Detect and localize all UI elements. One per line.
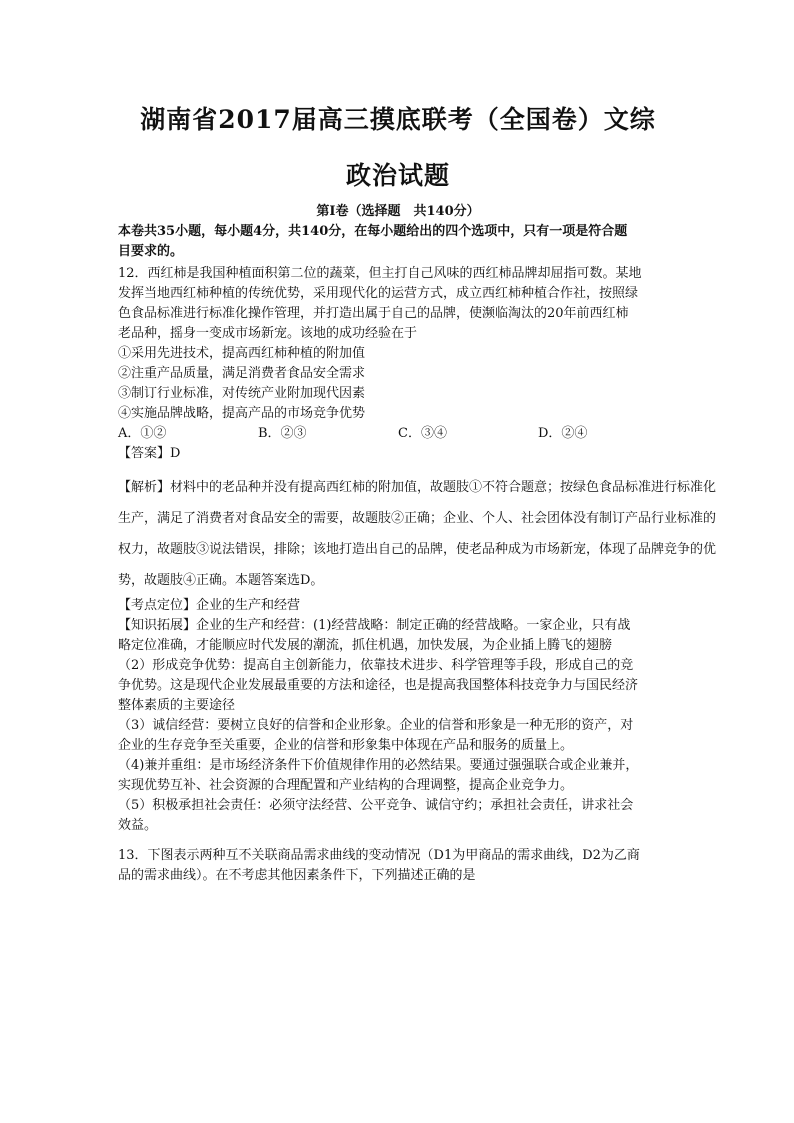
extension-line: 整体素质的主要途径: [118, 698, 236, 713]
analysis: [118, 472, 717, 596]
answer-options: [118, 424, 678, 444]
analysis-line: 生产，满足了消费者对食品安全的需要，故题肢②正确；企业、个人、社会团体没有制订产品行业标准的: [118, 511, 717, 526]
option-d: D．②④: [538, 426, 588, 441]
section-header: 第Ⅰ卷（选择题 共140分）: [316, 204, 480, 219]
extension-line: （3）诚信经营：要树立良好的信誉和企业形象。企业的信誉和形象是一种无形的资产，对: [118, 718, 634, 733]
analysis-line: 【解析】材料中的老品种并没有提高西红柿的附加值，故题肢①不符合题意；按绿色食品标准进行标准化: [118, 480, 717, 495]
section-instructions: [118, 222, 678, 262]
extension-line: 企业的生存竞争至关重要，企业的信誉和形象集中体现在产品和服务的质量上。: [118, 738, 574, 753]
analysis-line: 势，故题肢④正确。本题答案选D。: [118, 573, 324, 588]
extension-line: （4)兼并重组：是市场经济条件下价值规律作用的必然结果。要通过强强联合或企业兼并，: [118, 758, 639, 773]
extension-line: 略定位准确，才能顺应时代发展的潮流，抓住机遇，加快发展，为企业插上腾飞的翅膀: [118, 638, 613, 653]
knowledge-section: [118, 596, 678, 836]
question-stem-line: 13．下图表示两种互不关联商品需求曲线的变动情况（D1为甲商品的需求曲线，D2为乙商: [118, 848, 640, 863]
question-stem-line: 发挥当地西红柿种植的传统优势，采用现代化的运营方式，成立西红柿种植合作社，按照绿: [118, 286, 639, 301]
question-stem-line: 12．西红柿是我国种植面积第二位的蔬菜，但主打自己风味的西红柿品牌却屈指可数。某地: [118, 266, 642, 281]
question-stem-line: 老品种，摇身一变成市场新宠。该地的成功经验在于: [118, 326, 418, 341]
question-stem-line: 品的需求曲线）。在不考虑其他因素条件下，下列描述正确的是: [118, 868, 476, 883]
extension-line: （5）积极承担社会责任：必须守法经营、公平竞争、诚信守约；承担社会责任，讲求社会: [118, 798, 634, 813]
option-b: B．②③: [258, 426, 307, 441]
extension-line: 实现优势互补、社会资源的合理配置和产业结构的合理调整，提高企业竞争力。: [118, 778, 574, 793]
answer: 【答案】D: [118, 446, 181, 461]
extension-line: 效益。: [118, 818, 158, 833]
statement-1: ①采用先进技术，提高西红柿种植的附加值: [118, 346, 366, 361]
question-12: [118, 264, 678, 464]
statement-2: ②注重产品质量，满足消费者食品安全需求: [118, 366, 366, 381]
question-stem-line: 色食品标准进行标准化操作管理，并打造出属于自己的品牌，使濒临淘汰的20年前西红柿: [118, 306, 629, 321]
extension-line: （2）形成竞争优势：提高自主创新能力，依靠技术进步、科学管理等手段，形成自己的竞: [118, 658, 634, 673]
extension-line: 【知识拓展】企业的生产和经营：(1)经营战略：制定正确的经营战略。一家企业，只有战: [118, 618, 631, 633]
instruction-line: 本卷共35小题，每小题4分，共140分，在每小题给出的四个选项中，只有一项是符合题: [118, 224, 628, 239]
option-c: C．③④: [398, 426, 447, 441]
document-title: 湖南省2017届高三摸底联考（全国卷）文综: [140, 105, 656, 134]
document-subtitle: 政治试题: [345, 161, 450, 190]
knowledge-point: 【考点定位】企业的生产和经营: [118, 598, 301, 613]
instruction-line: 目要求的。: [118, 244, 184, 259]
statement-4: ④实施品牌战略，提高产品的市场竞争优势: [118, 406, 366, 421]
statement-3: ③制订行业标准，对传统产业附加现代因素: [118, 386, 366, 401]
extension-line: 争优势。这是现代企业发展最重要的方法和途径，也是提高我国整体科技竞争力与国民经济: [118, 678, 639, 693]
analysis-line: 权力，故题肢③说法错误，排除；该地打造出自己的品牌，使老品种成为市场新宠，体现了品牌竞争的优: [118, 542, 717, 557]
option-a: A．①②: [118, 426, 167, 441]
question-13: [118, 846, 678, 886]
